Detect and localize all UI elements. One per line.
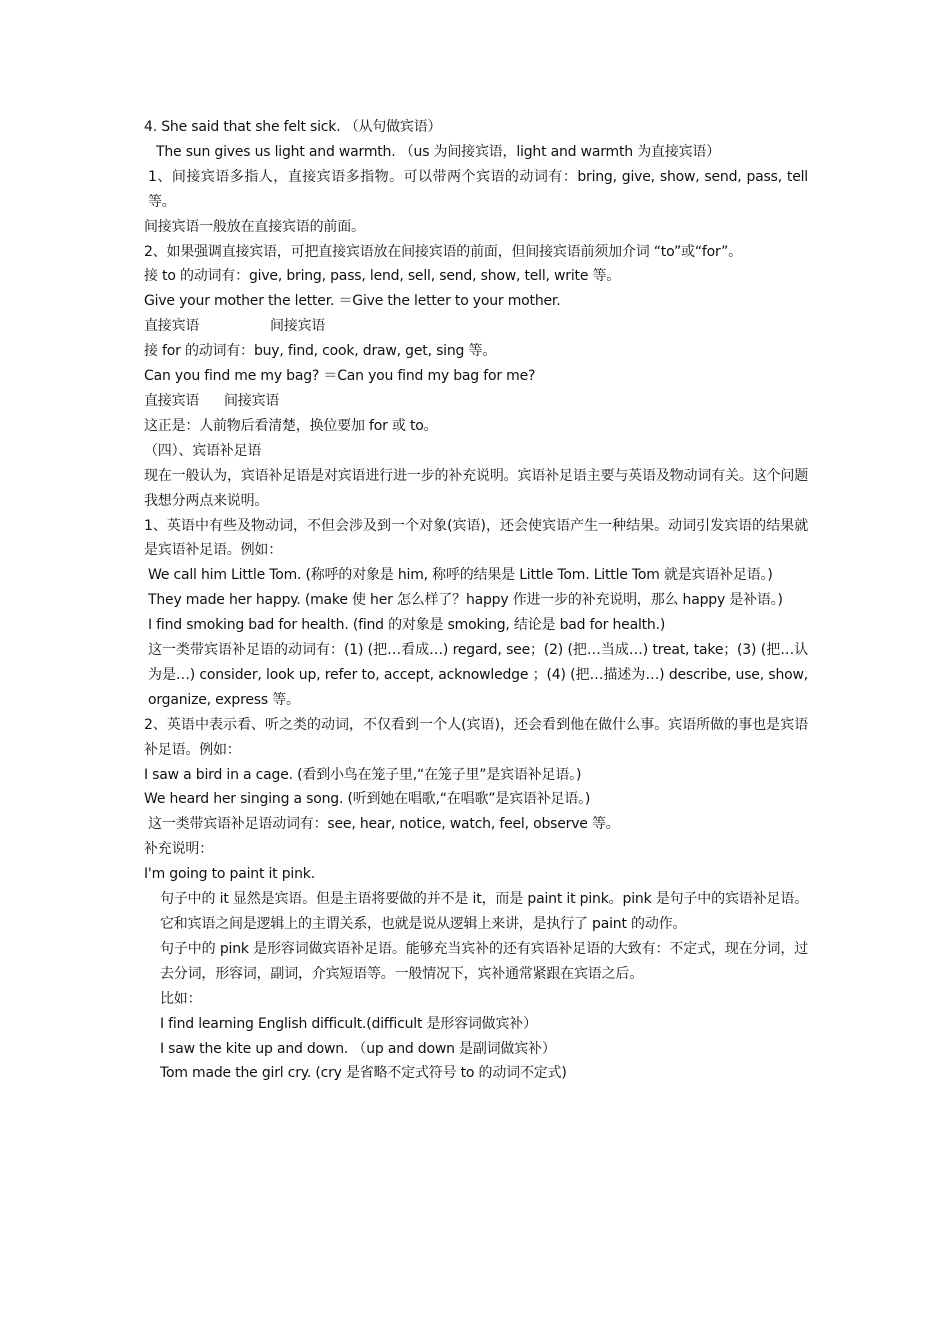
example-find-learning: I find learning English difficult.(difficult 是形容词做宾补） bbox=[160, 1015, 537, 1032]
example-made-her-happy: They made her happy. (make 使 her 怎么样了？happy 作进一步的补充说明，那么 happy 是补语。) bbox=[148, 592, 783, 609]
rule-object-order: 间接宾语一般放在直接宾语的前面。 bbox=[144, 218, 365, 235]
example-find-smoking: I find smoking bad for health. (find 的对象是 smoking, 结论是 bad for health.) bbox=[148, 617, 666, 634]
mnemonic-summary: 这正是：人前物后看清楚，换位要加 for 或 to。 bbox=[144, 417, 438, 434]
example-clause-object: 4. She said that she felt sick. （从句做宾语） bbox=[144, 119, 442, 135]
verbs-with-to: 接 to 的动词有：give, bring, pass, lend, sell, send, show, tell, write 等。 bbox=[144, 268, 621, 285]
complement-verbs-list: 这一类带宾语补足语的动词有：(1) (把…看成…) regard, see；(2) (把…当成…) treat, take；(3) (把…认为是…) consider, look up, refer to, accept, acknowledge ；(4) (把…描述为…) describe, use, show, organize, express 等。 bbox=[148, 642, 808, 708]
indirect-object-label: 间接宾语 bbox=[270, 318, 326, 335]
complement-intro: 现在一般认为，宾语补足语是对宾语进行进一步的补充说明。宾语补足语主要与英语及物动词有关。这个问题我想分两点来说明。 bbox=[144, 467, 808, 509]
object-labels-row-2 bbox=[144, 389, 808, 414]
explanation-paint-pink: 句子中的 it 显然是宾语。但是主语将要做的并不是 it，而是 paint it pink。pink 是句子中的宾语补足语。它和宾语之间是逻辑上的主谓关系，也就是说从逻辑上来讲，是执行了 paint 的动作。 bbox=[160, 891, 808, 932]
verbs-with-for: 接 for 的动词有：buy, find, cook, draw, get, sing 等。 bbox=[144, 343, 497, 360]
example-saw-kite: I saw the kite up and down. （up and down 是副词做宾补） bbox=[160, 1040, 556, 1057]
supplement-heading: 补充说明： bbox=[144, 841, 213, 858]
example-paint-pink: I'm going to paint it pink. bbox=[144, 866, 315, 883]
example-made-girl-cry: Tom made the girl cry. (cry 是省略不定式符号 to 的动词不定式) bbox=[160, 1065, 567, 1082]
complement-point-1: 1、英语中有些及物动词，不但会涉及到一个对象(宾语)，还会使宾语产生一种结果。动词引发宾语的结果就是宾语补足语。例如： bbox=[144, 517, 808, 559]
perception-verbs-list: 这一类带宾语补足语动词有：see, hear, notice, watch, feel, observe 等。 bbox=[148, 816, 620, 833]
example-call-him: We call him Little Tom. (称呼的对象是 him, 称呼的结果是 Little Tom. Little Tom 就是宾语补足语。) bbox=[148, 567, 773, 584]
rule-emphasize-direct-object: 2、如果强调直接宾语，可把直接宾语放在间接宾语的前面，但间接宾语前须加介词 “to”或“for”。 bbox=[144, 243, 742, 260]
explanation-complement-types: 句子中的 pink 是形容词做宾语补足语。能够充当宾补的还有宾语补足语的大致有：不定式，现在分词，过去分词，形容词，副词，介宾短语等。一般情况下，宾补通常紧跟在宾语之后。 bbox=[160, 940, 808, 982]
indirect-object-label: 间接宾语 bbox=[224, 392, 280, 409]
complement-point-2: 2、英语中表示看、听之类的动词，不仅看到一个人(宾语)，还会看到他在做什么事。宾语所做的事也是宾语补足语。例如： bbox=[144, 716, 808, 758]
direct-object-label: 直接宾语 bbox=[144, 318, 200, 335]
example-double-object: The sun gives us light and warmth. （us 为间接宾语，light and warmth 为直接宾语） bbox=[156, 143, 720, 160]
document-page bbox=[144, 115, 808, 1086]
for-example-label: 比如： bbox=[160, 990, 202, 1007]
example-saw-bird: I saw a bird in a cage. (看到小鸟在笼子里,“在笼子里”是宾语补足语。) bbox=[144, 766, 582, 783]
example-heard-her: We heard her singing a song. (听到她在唱歌,“在唱歌”是宾语补足语。) bbox=[144, 791, 591, 808]
object-labels-row-1 bbox=[144, 314, 808, 339]
example-find-bag: Can you find me my bag? ＝Can you find my bag for me? bbox=[144, 368, 536, 385]
rule-indirect-direct-object: 1、间接宾语多指人，直接宾语多指物。可以带两个宾语的动词有：bring, give, show, send, pass, tell 等。 bbox=[148, 168, 808, 210]
example-give-letter: Give your mother the letter. ＝Give the letter to your mother. bbox=[144, 293, 561, 310]
section-heading-object-complement: （四）、宾语补足语 bbox=[144, 442, 262, 459]
direct-object-label: 直接宾语 bbox=[144, 392, 200, 409]
